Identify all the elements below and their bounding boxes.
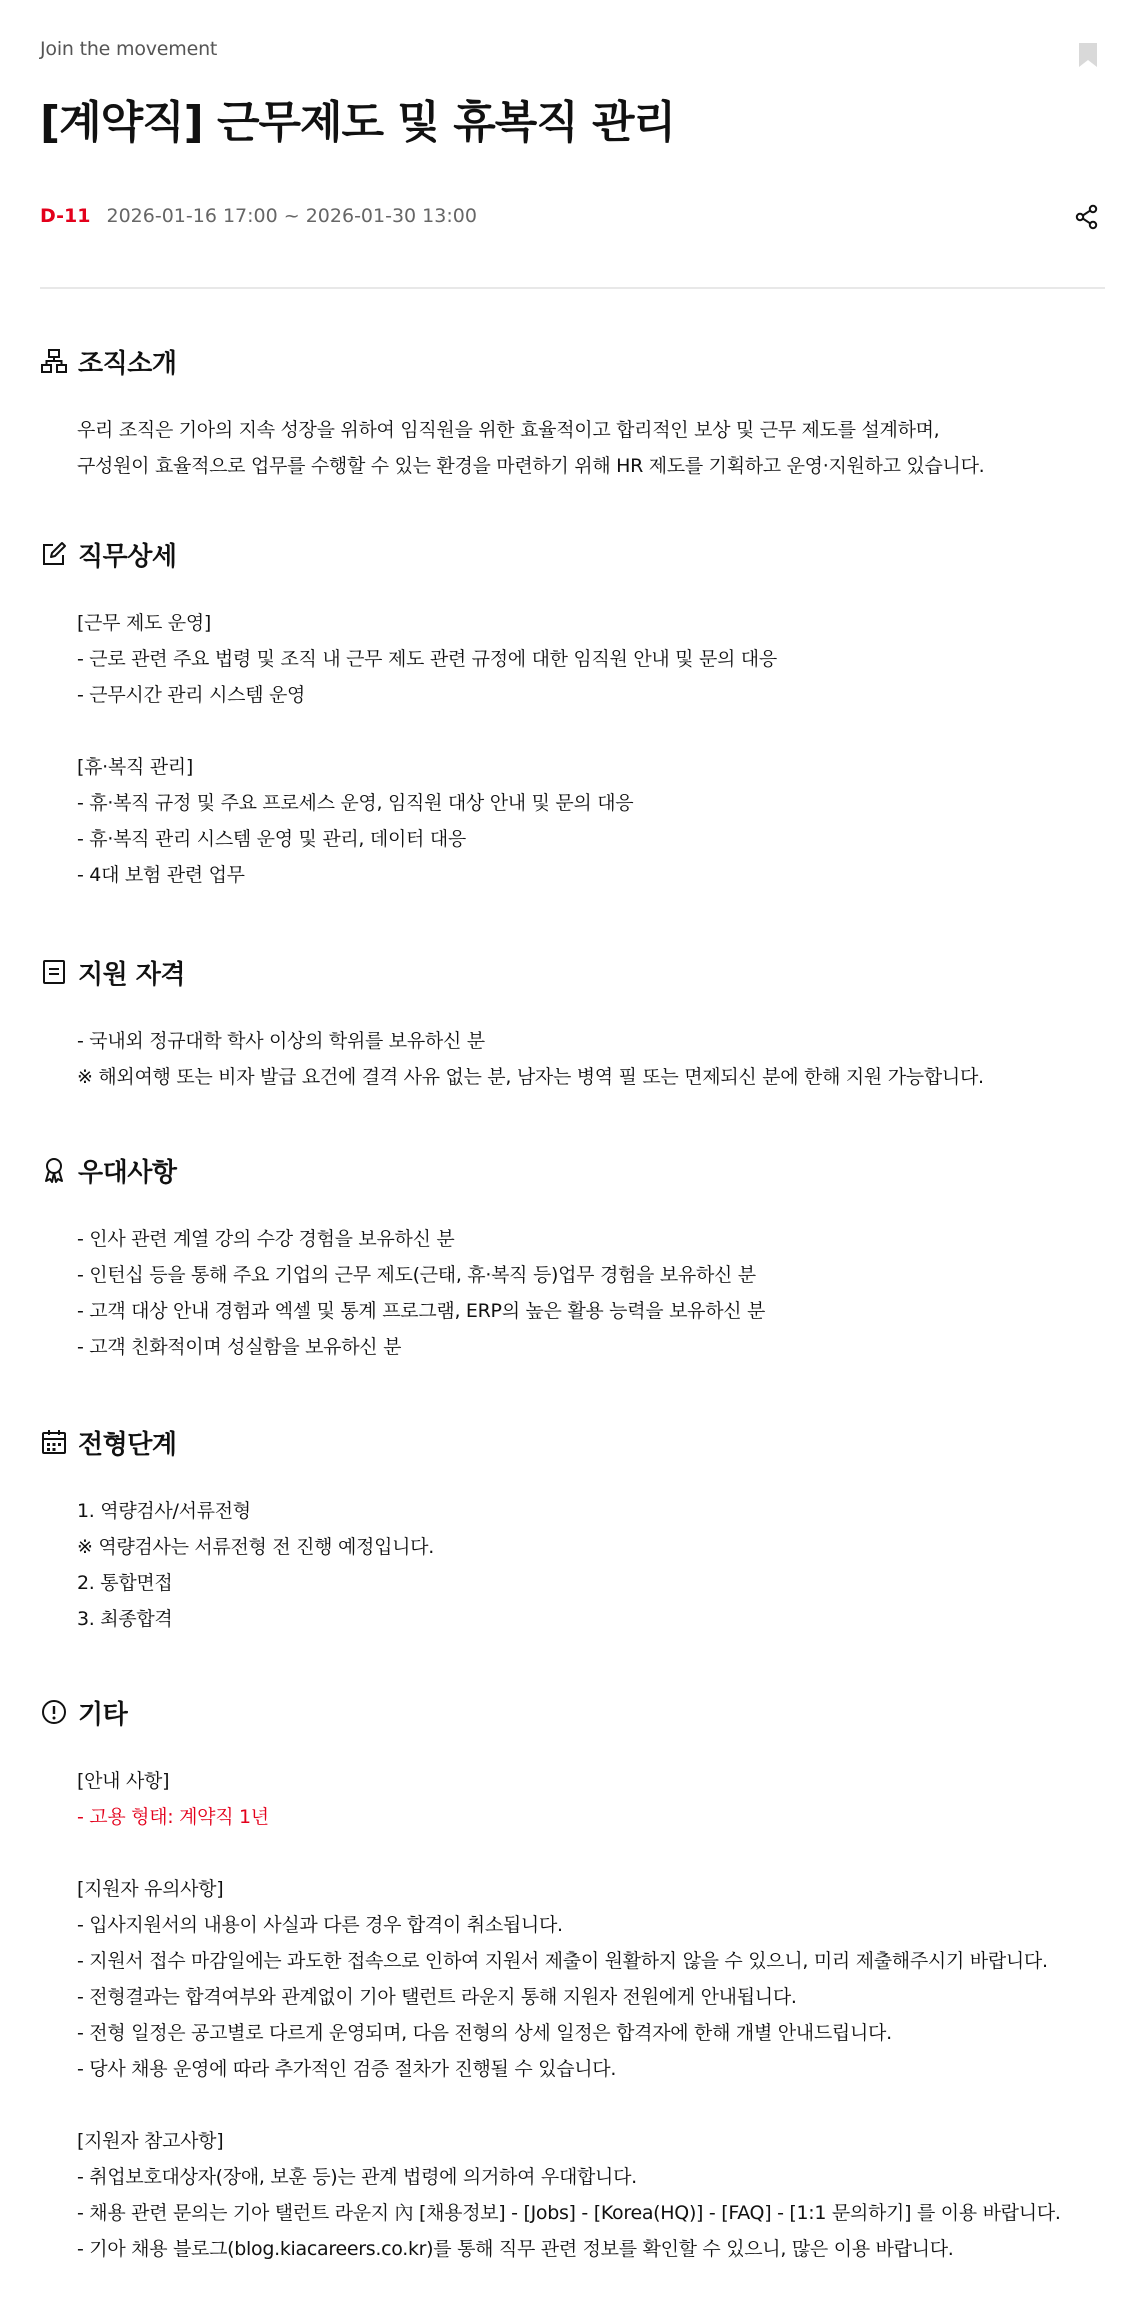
text-line: - 기아 채용 블로그(blog.kiacareers.co.kr)를 통해 직무 관련 정보를 확인할 수 있으니, 많은 이용 바랍니다. — [77, 2238, 954, 2260]
text-line: - 전형 일정은 공고별로 다르게 운영되며, 다음 전형의 상세 일정은 합격자에 한해 개별 안내드립니다. — [77, 2022, 892, 2044]
text-line: 2. 통합면접 — [77, 1572, 173, 1594]
spacer — [77, 2087, 1061, 2123]
text-line: [휴·복직 관리] — [77, 756, 193, 778]
page-title: [계약직] 근무제도 및 휴복직 관리 — [40, 97, 676, 148]
share-icon[interactable] — [1073, 203, 1101, 231]
section-qual-body — [77, 1023, 984, 1095]
text-line: - 휴·복직 규정 및 주요 프로세스 운영, 임직원 대상 안내 및 문의 대응 — [77, 792, 634, 814]
section-etc-body — [77, 1763, 1061, 2267]
info-circle-icon — [40, 1698, 68, 1726]
employment-type-text: - 고용 형태: 계약직 1년 — [77, 1806, 269, 1828]
section-etc-title: 기타 — [78, 1699, 128, 1730]
text-line: - 지원서 접수 마감일에는 과도한 접속으로 인하여 지원서 제출이 원활하지 않을 수 있으니, 미리 제출해주시기 바랍니다. — [77, 1950, 1048, 1972]
period-text: 2026-01-16 17:00 ~ 2026-01-30 13:00 — [106, 205, 477, 227]
spacer — [77, 1835, 1061, 1871]
section-pref-header — [40, 1153, 176, 1187]
section-steps-header — [40, 1425, 176, 1459]
award-icon — [40, 1156, 68, 1184]
text-line: - 채용 관련 문의는 기아 탤런트 라운지 內 [채용정보] - [Jobs] - [Korea(HQ)] - [FAQ] - [1:1 문의하기] 를 이용 바랍니다. — [77, 2202, 1061, 2224]
section-org-title: 조직소개 — [78, 348, 177, 379]
text-line: - 인턴십 등을 통해 주요 기업의 근무 제도(근태, 휴·복직 등)업무 경험을 보유하신 분 — [77, 1264, 756, 1286]
text-line: [지원자 유의사항] — [77, 1878, 224, 1900]
bookmark-icon[interactable] — [1077, 42, 1099, 68]
text-line: ※ 역량검사는 서류전형 전 진행 예정입니다. — [77, 1536, 434, 1558]
text-line: - 전형결과는 합격여부와 관계없이 기아 탤런트 라운지 통해 지원자 전원에게 안내됩니다. — [77, 1986, 797, 2008]
text-line: - 휴·복직 관리 시스템 운영 및 관리, 데이터 대응 — [77, 828, 466, 850]
section-duty-header — [40, 537, 176, 571]
text-line: [지원자 참고사항] — [77, 2130, 224, 2152]
dday-badge: D-11 — [40, 205, 91, 227]
text-line: - 고객 대상 안내 경험과 엑셀 및 통계 프로그램, ERP의 높은 활용 능력을 보유하신 분 — [77, 1300, 766, 1322]
text-line: - 입사지원서의 내용이 사실과 다른 경우 합격이 취소됩니다. — [77, 1914, 563, 1936]
text-line: - 근로 관련 주요 법령 및 조직 내 근무 제도 관련 규정에 대한 임직원 안내 및 문의 대응 — [77, 648, 777, 670]
section-duty-body — [77, 605, 777, 893]
text-line: - 근무시간 관리 시스템 운영 — [77, 684, 306, 706]
document-icon — [40, 958, 68, 986]
spacer — [77, 713, 777, 749]
text-line: 1. 역량검사/서류전형 — [77, 1500, 251, 1522]
section-org-body — [77, 412, 984, 484]
calendar-icon — [40, 1428, 68, 1456]
text-line: - 4대 보험 관련 업무 — [77, 864, 245, 886]
kicker-text: Join the movement — [40, 38, 218, 60]
section-steps-body — [77, 1493, 434, 1637]
org-chart-icon — [40, 347, 68, 375]
section-org-header — [40, 344, 176, 378]
text-line: ※ 해외여행 또는 비자 발급 요건에 결격 사유 없는 분, 남자는 병역 필 또는 면제되신 분에 한해 지원 가능합니다. — [77, 1066, 984, 1088]
text-line: [안내 사항] — [77, 1770, 170, 1792]
text-line: 구성원이 효율적으로 업무를 수행할 수 있는 환경을 마련하기 위해 HR 제도를 기획하고 운영·지원하고 있습니다. — [77, 455, 985, 477]
posting-period — [40, 205, 477, 227]
section-duty-title: 직무상세 — [78, 541, 177, 572]
section-qual-title: 지원 자격 — [78, 959, 186, 990]
header-divider — [40, 287, 1105, 289]
text-line: - 당사 채용 운영에 따라 추가적인 검증 절차가 진행될 수 있습니다. — [77, 2058, 617, 2080]
section-qual-header — [40, 955, 185, 989]
section-etc-header — [40, 1695, 127, 1729]
text-line: - 취업보호대상자(장애, 보훈 등)는 관계 법령에 의거하여 우대합니다. — [77, 2166, 637, 2188]
text-line: - 국내외 정규대학 학사 이상의 학위를 보유하신 분 — [77, 1030, 485, 1052]
text-line: - 인사 관련 계열 강의 수강 경험을 보유하신 분 — [77, 1228, 455, 1250]
section-pref-title: 우대사항 — [78, 1157, 177, 1188]
section-pref-body — [77, 1221, 765, 1365]
text-line: 우리 조직은 기아의 지속 성장을 위하여 임직원을 위한 효율적이고 합리적인 보상 및 근무 제도를 설계하며, — [77, 419, 940, 441]
edit-icon — [40, 540, 68, 568]
text-line: 3. 최종합격 — [77, 1608, 173, 1630]
text-line: - 고객 친화적이며 성실함을 보유하신 분 — [77, 1336, 402, 1358]
section-steps-title: 전형단계 — [78, 1429, 177, 1460]
text-line: [근무 제도 운영] — [77, 612, 212, 634]
